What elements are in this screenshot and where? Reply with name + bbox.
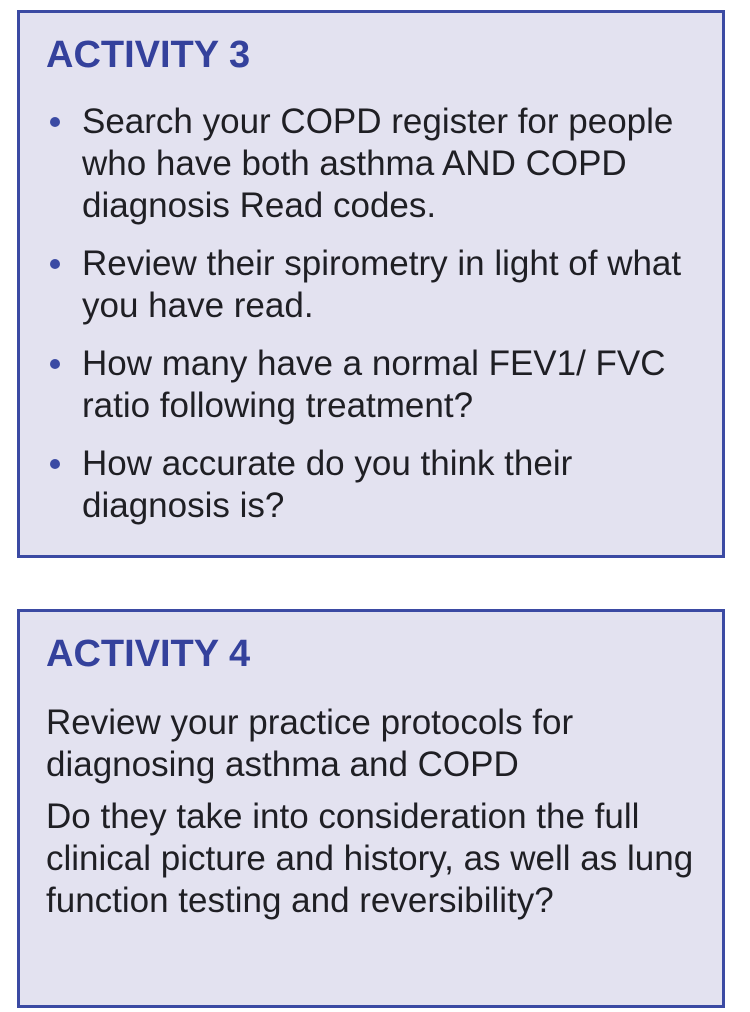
bullet-dot-icon [50,259,60,269]
bullet-text: Search your COPD register for people who have both asthma AND COPD diagnosis Read codes. [82,102,674,225]
activity-4-paragraph: Review your practice protocols for diagnosing asthma and COPD [46,703,574,784]
activity-3-bullet [20,343,722,427]
activity-4-paragraph: Do they take into consideration the full clinical picture and history, as well as lung function testing and reversibility? [46,797,694,920]
bullet-text: Review their spirometry in light of what you have read. [82,244,682,325]
activity-3-bullet-list [20,101,722,543]
bullet-text: How many have a normal FEV1/ FVC ratio following treatment? [82,344,666,425]
activity-3-bullet [20,243,722,327]
bullet-text: How accurate do you think their diagnosis is? [82,444,573,525]
activity-3-title: ACTIVITY 3 [46,34,251,76]
activity-3-box [17,10,725,558]
activity-3-bullet [20,101,722,227]
activity-4-box [17,609,725,1008]
activity-3-bullet [20,443,722,527]
activity-4-title: ACTIVITY 4 [46,633,251,675]
bullet-dot-icon [50,117,60,127]
bullet-dot-icon [50,359,60,369]
bullet-dot-icon [50,459,60,469]
